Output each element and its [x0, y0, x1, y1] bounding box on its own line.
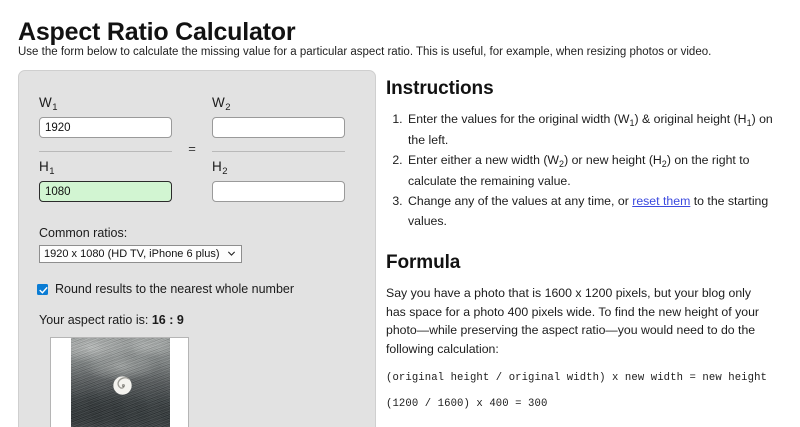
instructions-list — [386, 110, 782, 231]
instructions-heading: Instructions — [386, 78, 494, 99]
chevron-down-icon — [227, 249, 236, 258]
common-ratios-select[interactable] — [39, 245, 242, 263]
fraction-bar-left — [39, 151, 172, 152]
h2-label: $H_2$ — [212, 159, 228, 177]
calculator-panel — [18, 70, 376, 427]
h1-label: $H_1$ — [39, 159, 55, 177]
page-description: Use the form below to calculate the missing value for a particular aspect ratio. This is useful, for example, when resizing photos or video. — [18, 46, 712, 58]
common-ratios-selected-value: 1920 x 1080 (HD TV, iPhone 6 plus) — [44, 248, 220, 260]
preview-photo-shell-on-sand — [71, 338, 170, 427]
field-group-h1 — [39, 159, 172, 202]
spiral-shell-icon — [112, 375, 133, 396]
w1-input[interactable] — [39, 117, 172, 138]
page-title: Aspect Ratio Calculator — [18, 17, 296, 46]
formula-code-example: (1200 / 1600) x 400 = 300 — [386, 398, 548, 410]
formula-heading: Formula — [386, 252, 461, 273]
aspect-ratio-result-value: 16 : 9 — [151, 313, 184, 327]
instruction-1-sub-1: 1 — [629, 118, 635, 128]
field-group-h2 — [212, 159, 345, 202]
instruction-1-sub-2: 1 — [746, 118, 752, 128]
round-results-checkbox-row[interactable] — [37, 282, 294, 296]
w1-label: $W_1$ — [39, 95, 58, 113]
common-ratios-label: Common ratios: — [39, 226, 128, 240]
w2-input[interactable] — [212, 117, 345, 138]
formula-paragraph: Say you have a photo that is 1600 x 1200 pixels, but your blog only has space for a photo 400 pixels wide. To find the new height of your photo—while preserving the aspect ratio—you would need to do the following calculation: — [386, 286, 760, 356]
instruction-item-1 — [406, 110, 782, 150]
round-results-checkbox[interactable] — [37, 284, 48, 295]
h2-input[interactable] — [212, 181, 345, 202]
checkmark-icon — [39, 286, 48, 295]
instruction-3-part-2: to the starting values. — [408, 194, 769, 228]
w2-label: $W_2$ — [212, 95, 231, 113]
instruction-1-part-1: Enter the values for the original width (W — [408, 112, 630, 126]
instruction-2-sub-2: 2 — [661, 159, 667, 169]
preview-image-frame — [50, 337, 189, 427]
round-results-label: Round results to the nearest whole number — [55, 282, 295, 296]
instruction-item-3 — [406, 192, 782, 231]
instruction-2-part-3: ) on the right to calculate the remaining value. — [408, 153, 750, 188]
instruction-2-part-1: Enter either a new width (W — [408, 153, 560, 167]
aspect-ratio-result — [39, 313, 184, 327]
instruction-3-part-1: Change any of the values at any time, or — [408, 194, 633, 208]
info-column — [386, 70, 782, 424]
instruction-2-sub-1: 2 — [559, 159, 565, 169]
field-group-w2 — [212, 95, 345, 138]
field-group-w1 — [39, 95, 172, 138]
reset-them-link[interactable]: reset them — [632, 194, 691, 208]
equals-sign: = — [188, 141, 196, 156]
instruction-1-part-3: ) on the left. — [408, 112, 773, 147]
instruction-2-part-2: ) or new height (H — [564, 153, 662, 167]
fraction-bar-right — [212, 151, 345, 152]
h1-input[interactable] — [39, 181, 172, 202]
instruction-item-2 — [406, 151, 782, 191]
aspect-ratio-result-prefix: Your aspect ratio is: — [39, 313, 149, 327]
formula-code-general: (original height / original width) x new width = new height — [386, 372, 767, 384]
instruction-1-part-2: ) & original height (H — [634, 112, 747, 126]
